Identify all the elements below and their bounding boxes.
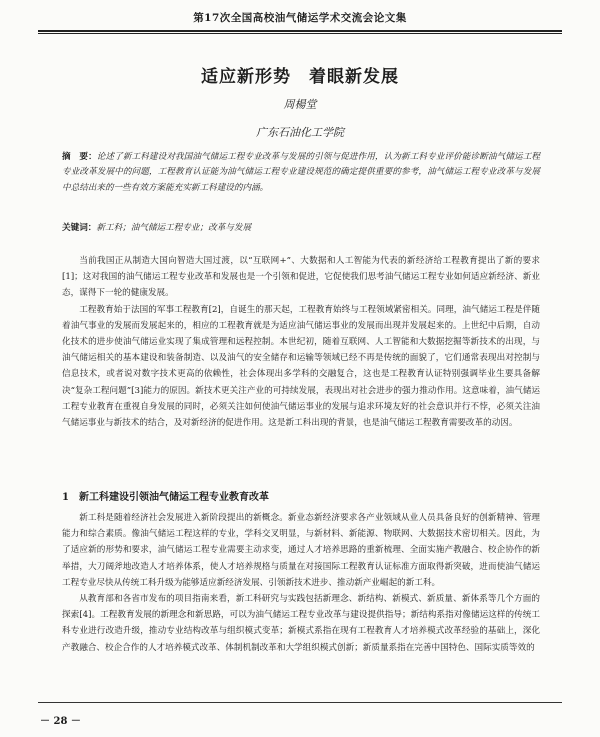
article-title: 适应新形势 着眼新发展	[201, 67, 399, 87]
footer-rule	[38, 702, 562, 703]
article-affiliation: 广东石油化工学院	[256, 126, 344, 139]
keywords-label: 关键词：	[62, 223, 97, 233]
article-author: 周楊堂	[283, 98, 317, 111]
section-1-paragraph-1: 新工科是随着经济社会发展进入新阶段提出的新概念。新业态新经济要求各产业领域从业人员具备良好的创新精神、管理能力和综合素质。像油气储运工程这样的专业，学科交叉明显，与新材料、新能源、物联网、大数据技术密切相关。因此，为了适应新的形势和要求，油气储运工程专业需要主动求变，通过人才培养思路的重新梳理、全面实施产教融合、校企协作的新举措，大刀阔斧地改造人才培养体系，使人才培养规格与质量在对接国际工程教育认证标准方面取得新突破，进而使油气储运工程专业尽快从传统工科升级为能够适应新经济发展、引领新技术进步、推动新产业崛起的新工科。	[62, 513, 540, 588]
intro-section	[62, 253, 540, 431]
intro-paragraph-1: 当前我国正从制造大国向智造大国过渡，以“互联网+”、大数据和人工智能为代表的新经济给工程教育提出了新的要求[1]；这对我国的油气储运工程专业改革和发展也是一个引领和促进，它促使我们思考油气储运工程专业如何适应新经济、新业态，谋得下一轮的健康发展。	[62, 256, 540, 299]
abstract-label: 摘 要：	[62, 152, 97, 162]
running-header: 第17次全国高校油气储运学术交流会论文集	[193, 12, 407, 24]
section-1-body	[62, 510, 540, 656]
abstract	[62, 150, 540, 196]
keywords-text: 新工科；油气储运工程专业；改革与发展	[96, 223, 252, 233]
page-number: － 28 －	[40, 716, 81, 727]
intro-paragraph-2: 工程教育始于法国的军事工程教育[2]，自诞生的那天起，工程教育始终与工程领域紧密相关。同理，油气储运工程是伴随着油气事业的发展而发展起来的，相应的工程教育就是为适应油气储运事业的发展而出现并发展起来的。上世纪中后期，自动化技术的进步使油气储运业实现了集成管理和远程控制。本世纪初，随着互联网、人工智能和大数据挖掘等新技术的出现，与油气储运相关的基本建设和装备制造、以及油气的安全储存和运输等领域已经不再是传统的面貌了，它们通常表现出对控制与信息技术，或者说对数字技术更高的依赖性，社会体现出多学科的交融复合，这也是工程教育认证特别强调毕业生要具备解决“复杂工程问题”[3]能力的原因。新技术更关注产业的可持续发展，表现出对社会进步的强力推动作用。这意味着，油气储运工程专业教育在重视自身发展的同时，必须关注如何使油气储运事业的发展与追求环境友好的社会意识并行不悖，必须关注油气储运事业与新技术的结合，及对新经济的促进作用。这是新工科出现的背景，也是油气储运工程教育需要改革的动因。	[62, 304, 540, 429]
keywords	[62, 221, 540, 235]
section-1-paragraph-2: 从教育部和各省市发布的项目指南来看，新工科研究与实践包括新理念、新结构、新模式、新质量、新体系等几个方面的探索[4]。工程教育发展的新理念和新思路，可以为油气储运工程专业改革与建设提供指导；新结构系指对像储运这样的传统工科专业进行改造升级，推动专业结构改革与组织模式变革；新模式系指在现有工程教育人才培养模式改革经验的基础上，深化产教融合、校企合作的人才培养模式改革、体制机制改革和大学组织模式创新；新质量系指在完善中国特色、国际实质等效的	[62, 594, 540, 653]
abstract-text: 论述了新工科建设对我国油气储运工程专业改革与发展的引领与促进作用，认为新工科专业评价能诊断油气储运工程专业改革发展中的问题，工程教育认证能为油气储运工程专业建设规范的确定提供重要的参考，油气储运工程专业改革与发展中总结出来的一些有效方案能充实新工科建设的内涵。	[62, 152, 540, 193]
header-rule	[38, 30, 562, 32]
header-rule-thin	[38, 33, 562, 34]
section-1-heading: 1 新工科建设引领油气储运工程专业教育改革	[62, 492, 269, 503]
